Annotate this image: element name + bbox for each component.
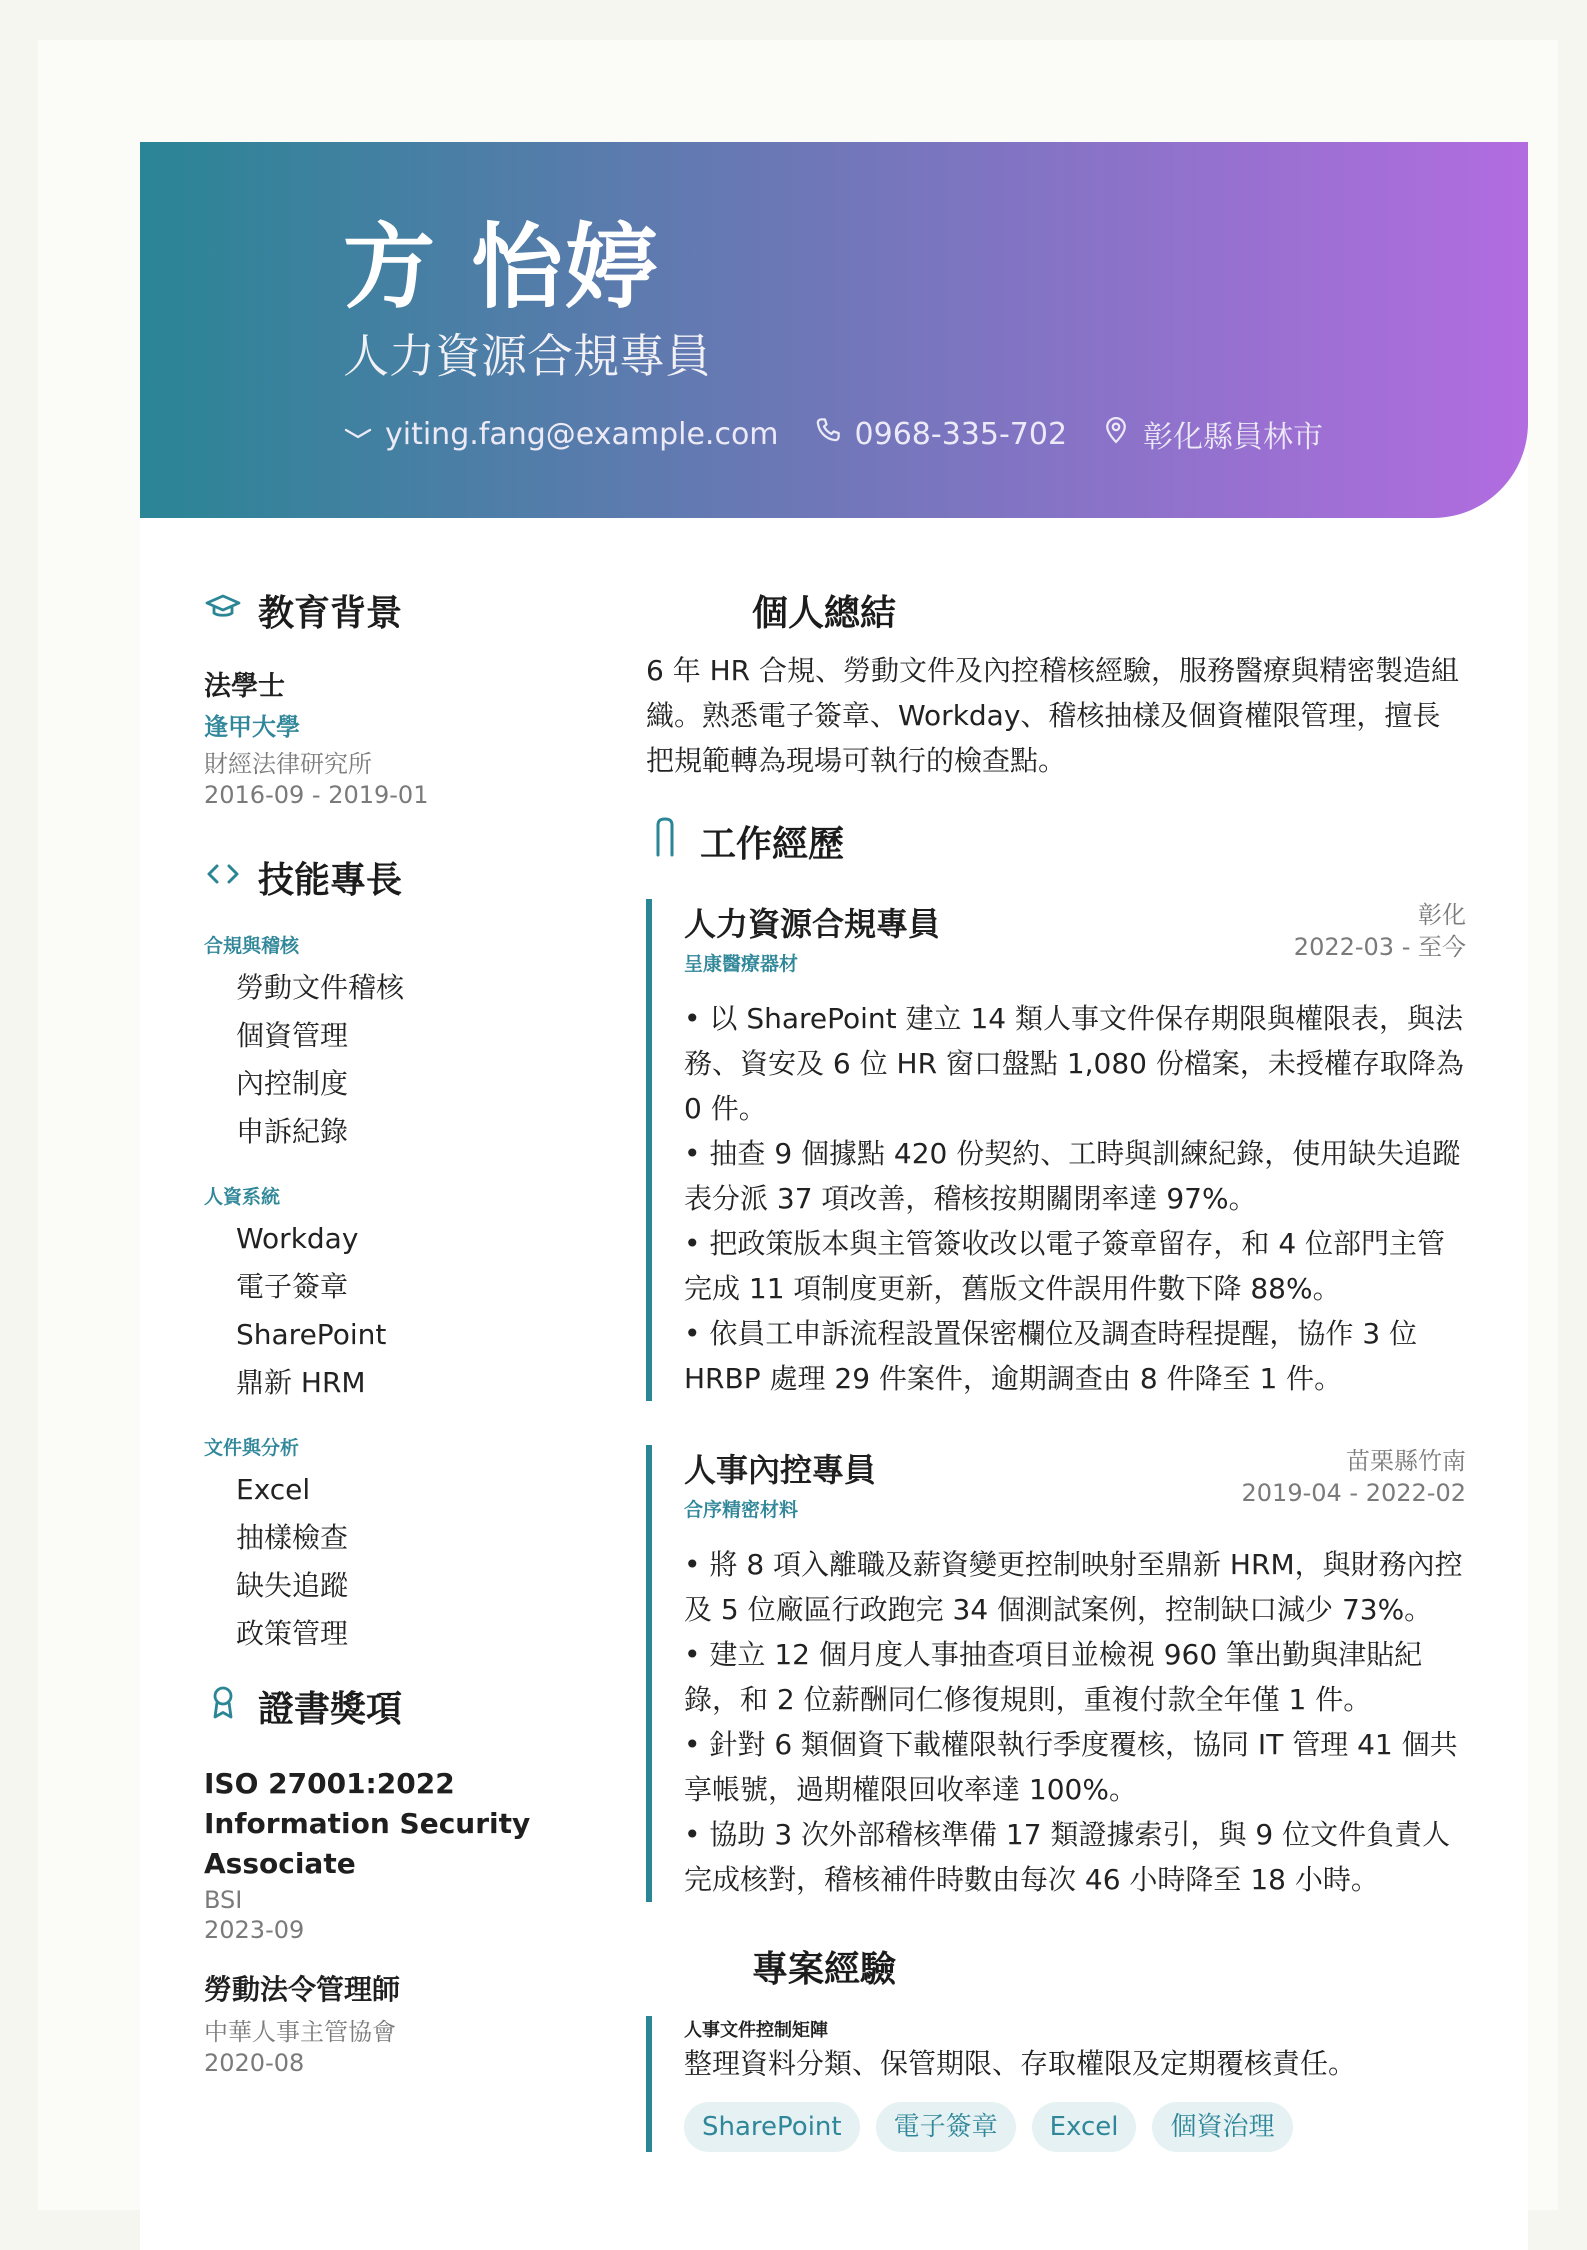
job-meta	[1242, 1445, 1466, 1509]
education-period: 2016-09 - 2019-01	[204, 781, 429, 809]
skill-item: 鼎新 HRM	[236, 1366, 366, 1399]
skill-item: 政策管理	[236, 1617, 349, 1650]
skill-category-name: 合規與稽核	[204, 935, 300, 957]
job-bullet: • 把政策版本與主管簽收改以電子簽章留存，和 4 位部門主管完成 11 項制度更新，舊版文件誤用件數下降 88%。	[684, 1227, 1446, 1305]
job-company: 呈康醫療器材	[684, 953, 799, 975]
certification-date: 2020-08	[204, 2049, 305, 2077]
project-entry	[646, 2016, 1466, 2152]
header-banner	[140, 142, 1528, 518]
contact-phone[interactable]	[813, 415, 1068, 453]
email-text: yiting.fang@example.com	[385, 416, 779, 452]
project-tag: 個資治理	[1152, 2102, 1292, 2152]
project-name: 人事文件控制矩陣	[684, 2020, 828, 2041]
certifications-section-title: 證書獎項	[204, 1678, 604, 1734]
job-period: 2019-04 - 2022-02	[1241, 1479, 1466, 1507]
resume-sheet	[140, 142, 1528, 2250]
job-bullet: • 針對 6 類個資下載權限執行季度覆核，協同 IT 管理 41 個共享帳號，過期權限回收率達 100%。	[684, 1728, 1458, 1806]
education-section-title: 教育背景	[204, 582, 604, 638]
contact-location	[1101, 412, 1323, 456]
skill-category-name: 文件與分析	[204, 1437, 300, 1459]
phone-icon	[813, 415, 855, 453]
mail-icon	[343, 417, 385, 452]
skill-item: 缺失追蹤	[236, 1569, 349, 1602]
certification-issuer: 中華人事主管協會	[204, 2018, 396, 2046]
skill-list	[204, 1466, 604, 1658]
education-degree: 法學士	[204, 671, 285, 702]
award-ribbon-icon	[204, 1684, 258, 1729]
projects-section-title: 專案經驗	[752, 1948, 897, 1990]
job-bullet: • 以 SharePoint 建立 14 類人事文件保存期限與權限表，與法務、資安及 6 位 HR 窗口盤點 1,080 份檔案，未授權存取降為 0 件。	[684, 1002, 1464, 1125]
certification-date: 2023-09	[204, 1916, 305, 1944]
skill-item: 勞動文件稽核	[236, 971, 405, 1004]
skill-item: Workday	[236, 1222, 359, 1255]
job-entry	[646, 1445, 1466, 1902]
contact-bar	[343, 412, 1357, 456]
education-department: 財經法律研究所	[204, 750, 372, 778]
project-tag: SharePoint	[684, 2102, 860, 2152]
location-text: 彰化縣員林市	[1143, 420, 1324, 455]
graduation-cap-icon	[204, 590, 258, 631]
job-bullet: • 將 8 項入離職及薪資變更控制映射至鼎新 HRM，與財務內控及 5 位廠區行政跑完 34 個測試案例，控制缺口減少 73%。	[684, 1548, 1463, 1626]
job-bullet: • 抽查 9 個據點 420 份契約、工時與訓練紀錄，使用缺失追蹤表分派 37 項改善，稽核按期關閉率達 97%。	[684, 1137, 1461, 1215]
project-description: 整理資料分類、保管期限、存取權限及定期覆核責任。	[684, 2047, 1357, 2080]
job-bullet: • 建立 12 個月度人事抽查項目並檢視 960 筆出勤與津貼紀錄，和 2 位薪酬同仁修復規則，重複付款全年僅 1 件。	[684, 1638, 1423, 1716]
summary-text: 6 年 HR 合規、勞動文件及內控稽核經驗，服務醫療與精密製造組織。熟悉電子簽章、Workday、稽核抽樣及個資權限管理，擅長把規範轉為現場可執行的檢查點。	[646, 654, 1460, 777]
skill-item: 內控制度	[236, 1067, 349, 1100]
job-location: 彰化	[1418, 901, 1466, 929]
location-pin-icon	[1101, 415, 1143, 453]
briefcase-icon	[646, 815, 700, 868]
skill-list	[204, 964, 604, 1156]
code-brackets-icon	[204, 857, 258, 898]
skill-item: SharePoint	[236, 1318, 387, 1351]
skill-item: 個資管理	[236, 1019, 349, 1052]
skill-category-name: 人資系統	[204, 1186, 281, 1208]
job-location: 苗栗縣竹南	[1346, 1447, 1466, 1475]
project-tag: 電子簽章	[876, 2102, 1016, 2152]
contact-email[interactable]	[343, 417, 779, 452]
job-title: 人力資源合規專員	[684, 905, 941, 943]
skill-item: 申訴紀錄	[236, 1115, 349, 1148]
skills-section-title: 技能專長	[204, 849, 604, 905]
job-bullets	[684, 1542, 1466, 1902]
education-school: 逢甲大學	[204, 713, 300, 741]
left-column	[204, 582, 604, 2077]
job-bullet: • 協助 3 次外部稽核準備 17 類證據索引，與 9 位文件負責人完成核對，稽核補件時數由每次 46 小時降至 18 小時。	[684, 1818, 1451, 1896]
job-period: 2022-03 - 至今	[1293, 933, 1466, 961]
certification-name: 勞動法令管理師	[204, 1973, 401, 2006]
project-tag: Excel	[1032, 2102, 1137, 2152]
job-bullet: • 依員工申訴流程設置保密欄位及調查時程提醒，協作 3 位 HRBP 處理 29 件案件，逾期調查由 8 件降至 1 件。	[684, 1317, 1418, 1395]
skill-item: Excel	[236, 1473, 311, 1506]
skill-item: 抽樣檢查	[236, 1521, 349, 1554]
project-tags	[684, 2102, 1466, 2152]
candidate-name: 方 怡婷	[343, 214, 660, 321]
job-meta	[1294, 899, 1466, 963]
experience-section-title: 工作經歷	[646, 813, 1466, 869]
job-entry	[646, 899, 1466, 1401]
certification-issuer: BSI	[204, 1886, 243, 1914]
job-title: 人事內控專員	[684, 1451, 877, 1489]
skill-item: 電子簽章	[236, 1270, 349, 1303]
skill-list	[204, 1215, 604, 1407]
page-background	[38, 40, 1558, 2210]
right-column	[646, 582, 1466, 2152]
certification-name: ISO 27001:2022 Information Security Associate	[204, 1767, 531, 1880]
summary-section-title: 個人總結	[752, 592, 897, 634]
job-company: 合序精密材料	[684, 1499, 799, 1521]
phone-text: 0968-335-702	[854, 416, 1068, 452]
candidate-role: 人力資源合規專員	[343, 329, 711, 383]
job-bullets	[684, 996, 1466, 1401]
